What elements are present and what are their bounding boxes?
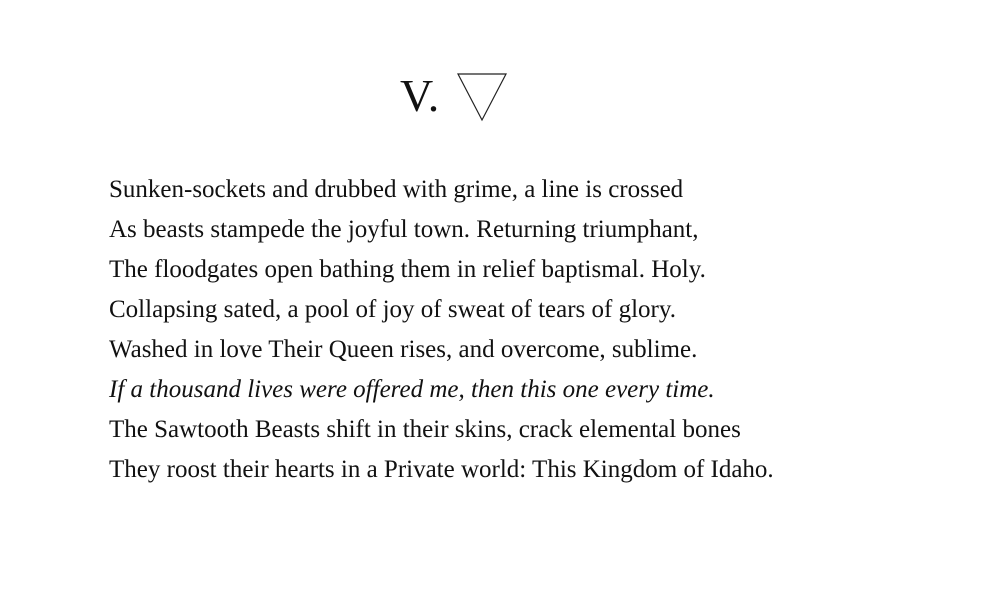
poem-stanza	[109, 170, 969, 490]
downward-triangle-icon	[456, 71, 508, 123]
poem-line: The floodgates open bathing them in relief baptismal. Holy.	[109, 256, 706, 283]
poem-line: As beasts stampede the joyful town. Returning triumphant,	[109, 216, 699, 243]
poem-line: Washed in love Their Queen rises, and overcome, sublime.	[109, 336, 698, 363]
poem-line: Collapsing sated, a pool of joy of sweat of tears of glory.	[109, 296, 677, 323]
poem-line-italic: If a thousand lives were offered me, then this one every time.	[109, 376, 715, 403]
section-numeral: V.	[400, 70, 440, 121]
poem-line: Sunken-sockets and drubbed with grime, a line is crossed	[109, 176, 684, 203]
poem-line: They roost their hearts in a Private world: This Kingdom of Idaho.	[109, 456, 774, 483]
poem-line: The Sawtooth Beasts shift in their skins, crack elemental bones	[109, 416, 741, 443]
section-heading	[400, 66, 508, 126]
